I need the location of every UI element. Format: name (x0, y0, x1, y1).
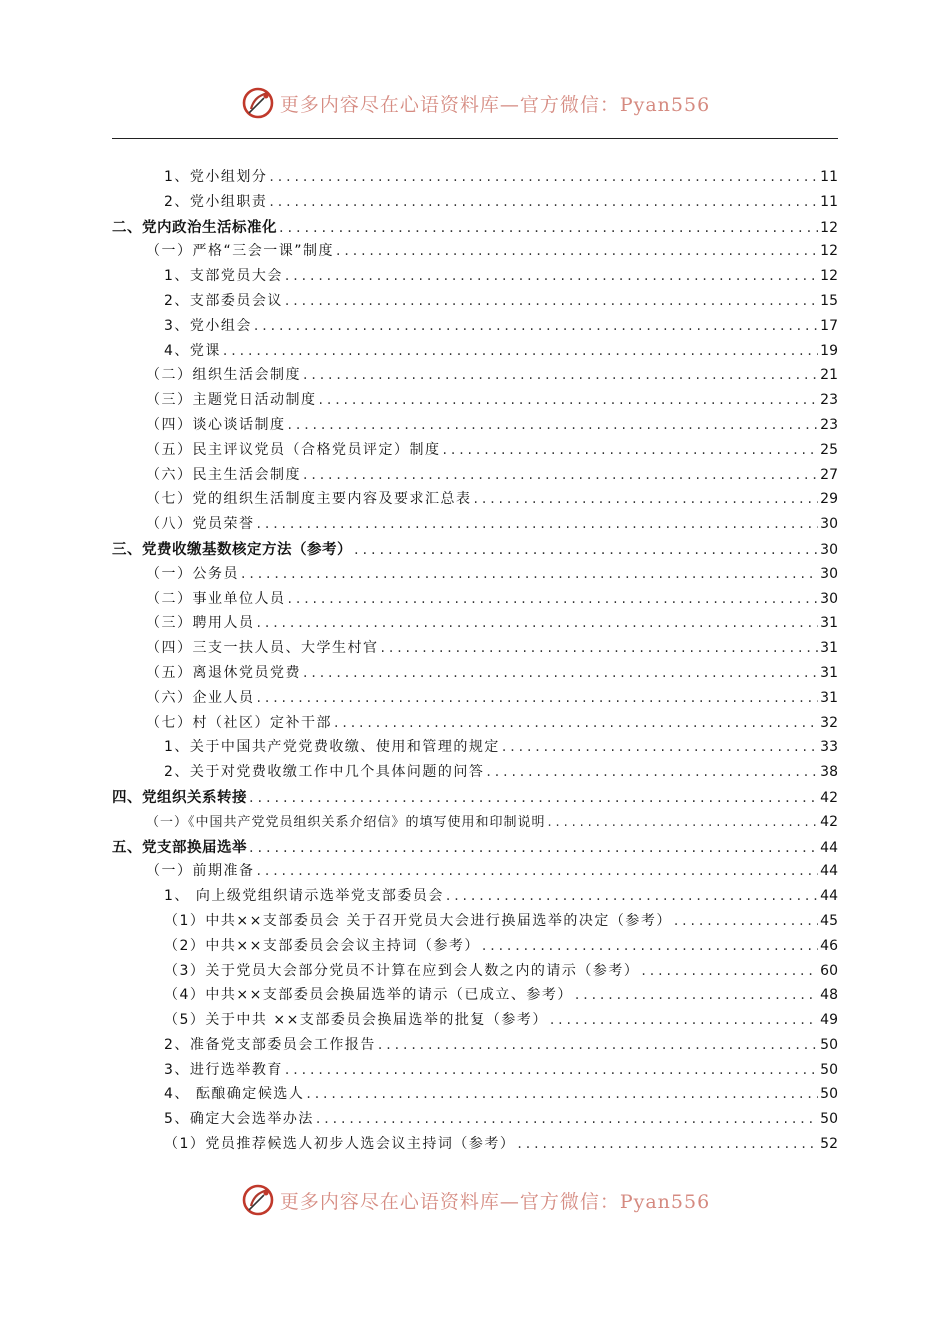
header-brand (0, 83, 950, 123)
toc-entry[interactable] (112, 1133, 838, 1158)
toc-entry-label: （5）关于中共 ××支部委员会换届选举的批复（参考） (164, 1012, 548, 1029)
toc-entry-label: （二）组织生活会制度 (146, 367, 301, 384)
toc-entry-page: 46 (820, 937, 838, 954)
toc-entry[interactable] (112, 860, 838, 885)
toc-entry-page: 60 (820, 962, 838, 979)
toc-entry-label: 四、党组织关系转接 (112, 789, 247, 806)
toc-entry-label: 1、党小组划分 (164, 169, 268, 185)
toc-entry[interactable] (112, 1034, 838, 1059)
toc-entry-label: 1、关于中国共产党党费收缴、使用和管理的规定 (164, 739, 500, 756)
toc-entry[interactable] (112, 538, 838, 563)
toc-entry[interactable] (112, 761, 838, 786)
toc-entry[interactable] (112, 736, 838, 761)
toc-entry[interactable] (112, 1108, 838, 1133)
toc-entry-label: （五）离退休党员党费 (146, 664, 301, 681)
toc-entry-page: 31 (820, 640, 838, 657)
toc-leader-dots (288, 417, 819, 433)
toc-entry[interactable] (112, 389, 838, 414)
toc-entry[interactable] (112, 811, 838, 836)
toc-entry[interactable] (112, 637, 838, 662)
toc-leader-dots (502, 739, 818, 755)
toc-entry[interactable] (112, 588, 838, 613)
toc-entry-label: （六）民主生活会制度 (146, 466, 301, 483)
toc-entry-label: 2、关于对党费收缴工作中几个具体问题的问答 (164, 764, 485, 781)
toc-entry[interactable] (112, 712, 838, 737)
toc-entry-page: 49 (820, 1012, 838, 1029)
toc-entry-page: 25 (820, 441, 838, 458)
toc-leader-dots (279, 220, 818, 236)
brand-logo-icon (240, 85, 276, 121)
toc-entry-page: 33 (820, 739, 838, 756)
toc-leader-dots (354, 542, 818, 558)
toc-entry-label: （二）事业单位人员 (146, 590, 286, 607)
toc-entry-label: 2、党小组职责 (164, 193, 268, 210)
toc-leader-dots (303, 665, 818, 681)
toc-entry-page: 30 (820, 541, 838, 558)
toc-entry[interactable] (112, 563, 838, 588)
toc-entry-label: 1、 向上级党组织请示选举党支部委员会 (164, 888, 444, 905)
toc-entry[interactable] (112, 1083, 838, 1108)
toc-entry-label: （三）主题党日活动制度 (146, 392, 317, 409)
toc-entry-page: 48 (820, 987, 838, 1004)
toc-leader-dots (482, 938, 818, 954)
toc-entry-page: 38 (820, 764, 838, 781)
toc-leader-dots (288, 591, 819, 607)
toc-entry-label: （五）民主评议党员（合格党员评定）制度 (146, 441, 441, 458)
toc-entry[interactable] (112, 687, 838, 712)
toc-entry-label: （一）严格“三会一课”制度 (146, 243, 335, 260)
toc-entry-label: （一）《中国共产党党员组织关系介绍信》的填写使用和印制说明 (146, 814, 546, 830)
toc-leader-dots (334, 715, 818, 731)
toc-leader-dots (254, 318, 818, 334)
toc-entry-label: （1）党员推荐候选人初步人选会议主持词（参考） (164, 1136, 516, 1153)
header-divider (112, 138, 838, 139)
toc-entry[interactable] (112, 216, 838, 241)
toc-entry-page: 31 (820, 664, 838, 681)
toc-entry-page: 17 (820, 317, 838, 334)
toc-entry[interactable] (112, 984, 838, 1009)
toc-entry-page: 12 (820, 219, 838, 236)
toc-leader-dots (257, 615, 819, 631)
toc-leader-dots (550, 1012, 818, 1028)
toc-entry-label: （2）中共××支部委员会会议主持词（参考） (164, 937, 480, 954)
toc-entry-page: 30 (820, 516, 838, 533)
toc-entry-page: 50 (820, 1086, 838, 1103)
header-brand-text: 更多内容尽在心语资料库—官方微信：Pyan556 (279, 93, 711, 116)
toc-entry-label: 2、支部委员会议 (164, 292, 283, 309)
toc-entry-page: 42 (820, 813, 838, 830)
toc-entry[interactable] (112, 191, 838, 216)
toc-entry-page: 50 (820, 1111, 838, 1128)
toc-leader-dots (223, 343, 818, 359)
toc-leader-dots (257, 690, 819, 706)
toc-entry-label: 三、党费收缴基数核定方法（参考） (112, 541, 352, 558)
toc-leader-dots (306, 1086, 818, 1102)
footer-brand-text: 更多内容尽在心语资料库—官方微信：Pyan556 (279, 1190, 711, 1213)
toc-leader-dots (336, 243, 818, 259)
toc-leader-dots (316, 1111, 818, 1127)
toc-leader-dots (269, 194, 818, 210)
toc-entry-page: 50 (820, 1036, 838, 1053)
toc-entry[interactable] (112, 960, 838, 985)
toc-entry[interactable] (112, 612, 838, 637)
toc-entry-label: （六）企业人员 (146, 689, 255, 706)
toc-entry[interactable] (112, 1009, 838, 1034)
toc-leader-dots (381, 640, 819, 656)
toc-entry-page: 50 (820, 1061, 838, 1078)
toc-entry[interactable] (112, 513, 838, 538)
toc-entry[interactable] (112, 488, 838, 513)
toc-entry-label: （3）关于党员大会部分党员不计算在应到会人数之内的请示（参考） (164, 962, 640, 979)
toc-leader-dots (517, 1136, 818, 1152)
toc-leader-dots (443, 442, 819, 458)
toc-entry-page: 30 (820, 590, 838, 607)
toc-entry-page: 27 (820, 466, 838, 483)
toc-leader-dots (257, 516, 819, 532)
toc-entry-label: 二、党内政治生活标准化 (112, 219, 277, 236)
toc-entry[interactable] (112, 290, 838, 315)
toc-entry[interactable] (112, 414, 838, 439)
toc-entry-page: 11 (820, 193, 838, 210)
toc-leader-dots (285, 268, 818, 284)
toc-entry-page: 21 (820, 367, 838, 384)
toc-entry-page: 32 (820, 714, 838, 731)
toc-entry-page: 52 (820, 1136, 838, 1153)
toc-entry[interactable] (112, 464, 838, 489)
toc-entry[interactable] (112, 340, 838, 365)
toc-entry[interactable] (112, 836, 838, 861)
toc-entry[interactable] (112, 439, 838, 464)
toc-entry-page: 23 (820, 416, 838, 433)
toc-leader-dots (303, 367, 818, 383)
toc-entry-label: 五、党支部换届选举 (112, 839, 247, 856)
toc-entry-page: 44 (820, 863, 838, 880)
toc-entry[interactable] (112, 240, 838, 265)
toc-entry-label: （八）党员荣誉 (146, 516, 255, 533)
toc-entry-page: 30 (820, 565, 838, 582)
toc-leader-dots (249, 790, 818, 806)
brand-logo-icon (240, 1182, 276, 1218)
toc-entry[interactable] (112, 315, 838, 340)
toc-entry-label: 1、支部党员大会 (164, 268, 283, 285)
toc-entry[interactable] (112, 935, 838, 960)
toc-entry-label: （1）中共××支部委员会 关于召开党员大会进行换届选举的决定（参考） (164, 912, 672, 929)
toc-leader-dots (378, 1037, 818, 1053)
toc-entry-page: 31 (820, 615, 838, 632)
toc-entry-label: 4、 酝酿确定候选人 (164, 1086, 305, 1103)
toc-leader-dots (285, 293, 818, 309)
toc-entry-page: 12 (820, 243, 838, 260)
toc-leader-dots (319, 392, 819, 408)
toc-entry-label: 3、进行选举教育 (164, 1061, 283, 1078)
toc-entry[interactable] (112, 662, 838, 687)
toc-leader-dots (303, 467, 818, 483)
toc-leader-dots (269, 169, 818, 185)
toc-entry-label: （四）三支一扶人员、大学生村官 (146, 640, 379, 657)
toc-leader-dots (641, 963, 818, 979)
toc-entry-page: 31 (820, 689, 838, 706)
toc-leader-dots (249, 840, 818, 856)
toc-entry-label: （一）前期准备 (146, 863, 255, 880)
toc-entry[interactable] (112, 786, 838, 811)
toc-entry-label: （四）谈心谈话制度 (146, 416, 286, 433)
toc-entry-page: 29 (820, 491, 838, 508)
toc-entry-label: （七）党的组织生活制度主要内容及要求汇总表 (146, 491, 472, 508)
toc-entry-page: 12 (820, 268, 838, 285)
toc-leader-dots (257, 863, 819, 879)
toc-entry[interactable] (112, 885, 838, 910)
toc-entry-page: 23 (820, 392, 838, 409)
toc-leader-dots (474, 491, 819, 507)
toc-entry-page: 44 (820, 839, 838, 856)
toc-entry[interactable] (112, 265, 838, 290)
toc-leader-dots (285, 1062, 818, 1078)
footer-brand (0, 1180, 950, 1220)
toc-entry-label: 2、准备党支部委员会工作报告 (164, 1036, 376, 1053)
toc-entry-page: 15 (820, 292, 838, 309)
toc-entry-page: 42 (820, 789, 838, 806)
toc-entry[interactable] (112, 1059, 838, 1084)
toc-leader-dots (241, 566, 818, 582)
toc-entry-page: 19 (820, 342, 838, 359)
toc-leader-dots (575, 987, 818, 1003)
toc-entry-label: 3、党小组会 (164, 317, 252, 334)
table-of-contents (112, 166, 838, 1158)
toc-entry-label: （一）公务员 (146, 565, 239, 582)
toc-entry-label: （七）村（社区）定补干部 (146, 714, 332, 731)
toc-leader-dots (548, 815, 819, 830)
toc-leader-dots (446, 888, 818, 904)
toc-leader-dots (486, 764, 818, 780)
toc-entry-label: （三）聘用人员 (146, 615, 255, 632)
toc-entry-label: （4）中共××支部委员会换届选举的请示（已成立、参考） (164, 987, 573, 1004)
toc-entry-page: 11 (820, 169, 838, 185)
toc-entry-page: 45 (820, 912, 838, 929)
toc-entry[interactable] (112, 166, 838, 191)
toc-entry-label: 5、确定大会选举办法 (164, 1111, 314, 1128)
toc-entry[interactable] (112, 910, 838, 935)
toc-leader-dots (674, 913, 818, 929)
toc-entry[interactable] (112, 364, 838, 389)
toc-entry-label: 4、党课 (164, 342, 221, 359)
toc-entry-page: 44 (820, 888, 838, 905)
